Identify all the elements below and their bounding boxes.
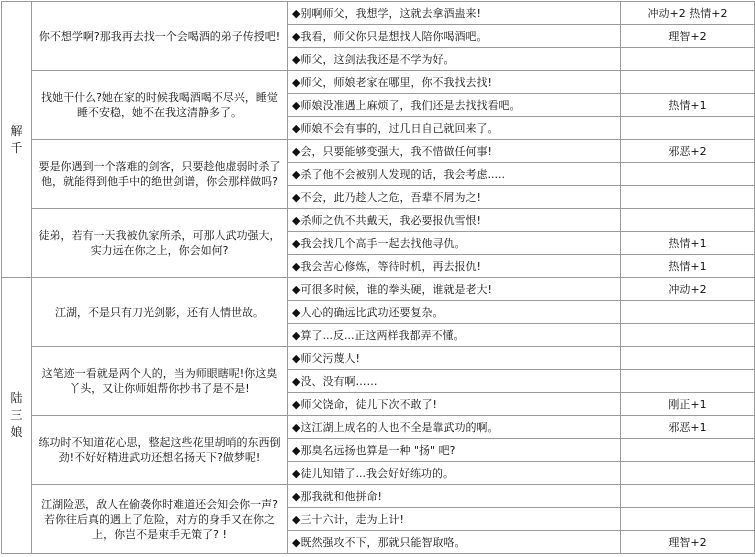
table-row — [2, 485, 755, 508]
answer-cell: ◆我看，师父你只是想找人陪你喝酒吧。 — [288, 25, 621, 48]
effect-cell: 热情+1 — [621, 232, 755, 255]
answer-cell: ◆徒儿知错了...我会好好练功的。 — [288, 462, 621, 485]
dialogue-table-body — [2, 2, 755, 554]
answer-cell: ◆会，只要能够变强大，我不惜做任何事! — [288, 140, 621, 163]
answer-cell: ◆三十六计，走为上计! — [288, 508, 621, 531]
answer-cell: ◆我会苦心修炼，等待时机，再去报仇! — [288, 255, 621, 278]
effect-cell — [621, 370, 755, 393]
table-row — [2, 416, 755, 439]
answer-cell: ◆没、没有啊…… — [288, 370, 621, 393]
answer-cell: ◆我会找几个高手一起去找他寻仇。 — [288, 232, 621, 255]
effect-cell — [621, 347, 755, 370]
answer-cell: ◆算了...反...正这两样我都弄不懂。 — [288, 324, 621, 347]
answer-cell: ◆这江湖上成名的人也不全是靠武功的啊。 — [288, 416, 621, 439]
effect-cell — [621, 439, 755, 462]
answer-cell: ◆师父，这剑法我还是不学为好。 — [288, 48, 621, 71]
question-cell: 你不想学啊?那我再去找一个会喝酒的弟子传授吧! — [32, 2, 288, 71]
effect-cell — [621, 508, 755, 531]
answer-cell: ◆师父饶命，徒儿下次不敢了! — [288, 393, 621, 416]
question-cell: 找她干什么?她在家的时候我喝酒喝不尽兴，睡觉睡不安稳，她不在我这清静多了。 — [32, 71, 288, 140]
effect-cell — [621, 186, 755, 209]
effect-cell — [621, 48, 755, 71]
answer-cell: ◆那我就和他拼命! — [288, 485, 621, 508]
table-row — [2, 209, 755, 232]
table-row — [2, 347, 755, 370]
answer-cell: ◆杀师之仇不共戴天，我必要报仇雪恨! — [288, 209, 621, 232]
effect-cell — [621, 301, 755, 324]
answer-cell: ◆杀了他不会被别人发现的话，我会考虑..... — [288, 163, 621, 186]
effect-cell: 邪恶+2 — [621, 140, 755, 163]
effect-cell — [621, 71, 755, 94]
effect-cell: 热情+1 — [621, 94, 755, 117]
question-cell: 徒弟，若有一天我被仇家所杀，可那人武功强大，实力远在你之上，你会如何? — [32, 209, 288, 278]
dialogue-table — [1, 1, 755, 554]
effect-cell — [621, 485, 755, 508]
table-row — [2, 278, 755, 301]
answer-cell: ◆师父污蔑人! — [288, 347, 621, 370]
effect-cell — [621, 117, 755, 140]
question-cell: 江湖，不是只有刀光剑影，还有人情世故。 — [32, 278, 288, 347]
answer-cell: ◆别啊师父，我想学，这就去拿酒蛊来! — [288, 2, 621, 25]
table-row — [2, 71, 755, 94]
answer-cell: ◆师父，师娘老家在哪里，你不我找去找! — [288, 71, 621, 94]
effect-cell: 理智+2 — [621, 531, 755, 554]
npc-name-cell: 陆 三 娘 — [2, 278, 32, 554]
answer-cell: ◆既然强攻不下，那就只能智取咯。 — [288, 531, 621, 554]
answer-cell: ◆可很多时候，谁的拳头硬，谁就是老大! — [288, 278, 621, 301]
effect-cell — [621, 209, 755, 232]
question-cell: 这笔迹一看就是两个人的，当为师眼瞎呢!你这臭丫头，又让你师姐帮你抄书了是不是! — [32, 347, 288, 416]
effect-cell: 冲动+2 — [621, 278, 755, 301]
answer-cell: ◆师娘没准遇上麻烦了，我们还是去找找看吧。 — [288, 94, 621, 117]
effect-cell — [621, 324, 755, 347]
question-cell: 要是你遇到一个落难的剑客，只要趁他虚弱时杀了他，就能得到他手中的绝世剑谱，你会那样做吗? — [32, 140, 288, 209]
answer-cell: ◆那臭名远扬也算是一种 "扬" 吧? — [288, 439, 621, 462]
effect-cell: 理智+2 — [621, 25, 755, 48]
table-row — [2, 2, 755, 25]
table-row — [2, 140, 755, 163]
answer-cell: ◆人心的确远比武功还要复杂。 — [288, 301, 621, 324]
effect-cell — [621, 163, 755, 186]
effect-cell: 刚正+1 — [621, 393, 755, 416]
npc-name-cell: 解 千 — [2, 2, 32, 278]
question-cell: 练功时不知道花心思，整起这些花里胡哨的东西倒劲!不好好精进武功还想名扬天下?做梦呢! — [32, 416, 288, 485]
effect-cell: 热情+1 — [621, 255, 755, 278]
answer-cell: ◆师娘不会有事的，过几日自己就回来了。 — [288, 117, 621, 140]
effect-cell: 冲动+2 热情+2 — [621, 2, 755, 25]
answer-cell: ◆不会，此乃趁人之危，吾辈不屑为之! — [288, 186, 621, 209]
question-cell: 江湖险恶，敌人在偷袭你时难道还会知会你一声?若你往后真的遇上了危险，对方的身手又在你之上，你岂不是束手无策了? ! — [32, 485, 288, 554]
effect-cell: 邪恶+1 — [621, 416, 755, 439]
effect-cell — [621, 462, 755, 485]
